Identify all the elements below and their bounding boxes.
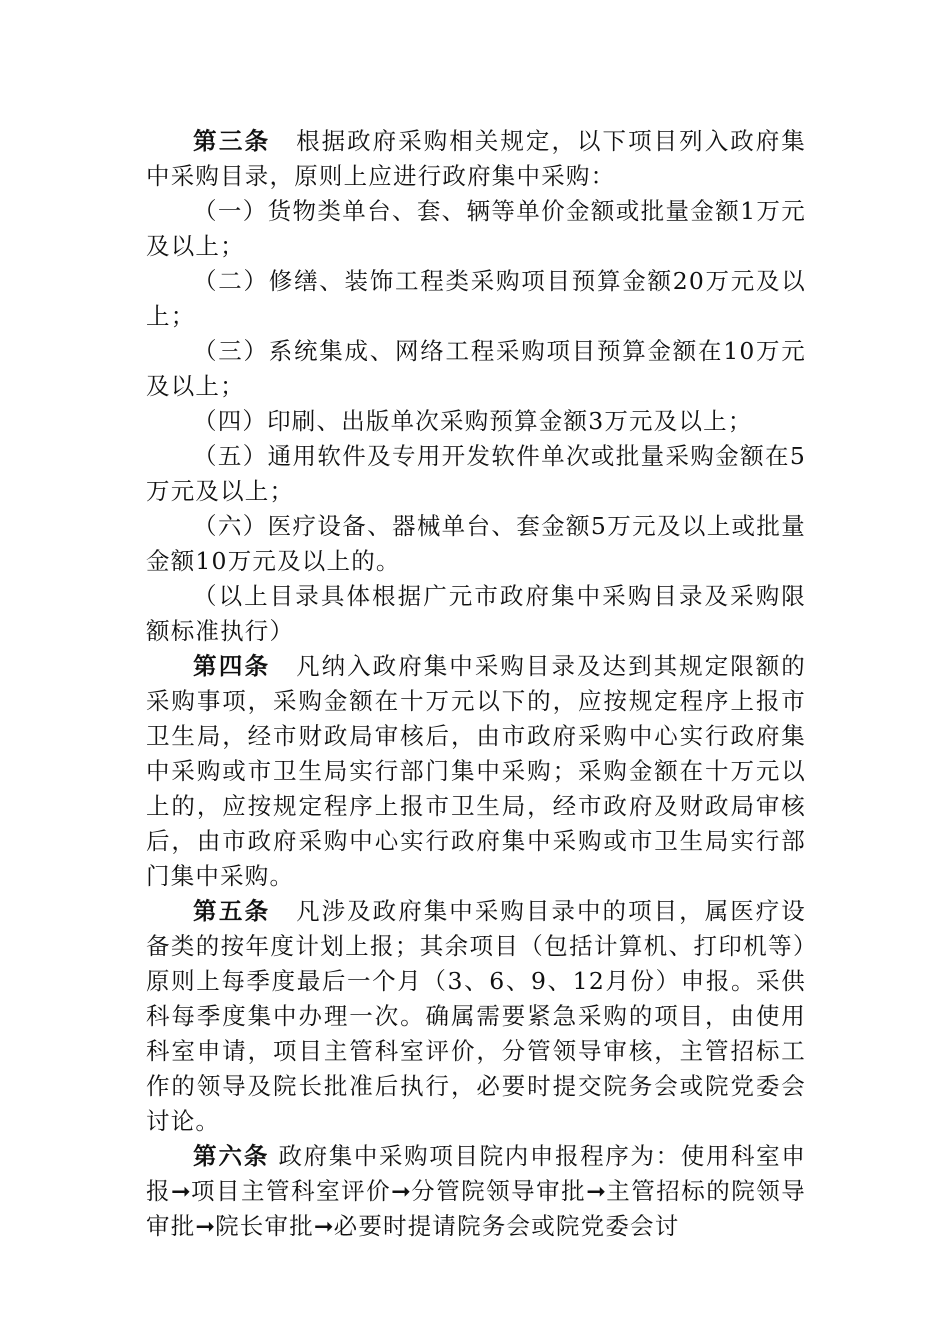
right-arrow-icon: ➞ xyxy=(391,1177,411,1205)
procedure-step: 项目主管科室评价 xyxy=(190,1177,392,1205)
article-6-heading: 第六条 xyxy=(193,1142,270,1170)
article-5-text: 凡涉及政府集中采购目录中的项目，属医疗设备类的按年度计划上报；其余项目（包括计算机、打印机等）原则上每季度最后一个月（3、6、9、12月份）申报。采供科每季度集中办理一次。确属需要紧急采购的项目，由使用科室申请，项目主管科室评价，分管领导审核，主管招标工作的领导及院长批准后执行，必要时提交院务会或院党委会讨论。 xyxy=(146,897,807,1135)
article-4-text: 凡纳入政府集中采购目录及达到其规定限额的采购事项，采购金额在十万元以下的，应按规定程序上报市卫生局，经市财政局审核后，由市政府采购中心实行政府集中采购或市卫生局实行部门集中采购；采购金额在十万元以上的，应按规定程序上报市卫生局，经市政府及财政局审核后，由市政府采购中心实行政府集中采购或市卫生局实行部门集中采购。 xyxy=(146,652,807,890)
article-5-paragraph xyxy=(146,894,806,1139)
article-3-item-5: （五）通用软件及专用开发软件单次或批量采购金额在5万元及以上； xyxy=(146,442,806,505)
article-4-heading: 第四条 xyxy=(193,652,271,680)
article-5-heading: 第五条 xyxy=(193,897,271,925)
right-arrow-icon: ➞ xyxy=(313,1212,334,1240)
procedure-step: 主管招标的院领导审批 xyxy=(146,1177,806,1240)
right-arrow-icon: ➞ xyxy=(195,1212,216,1240)
procedure-step: 分管院领导审批 xyxy=(410,1177,587,1205)
procedure-step: 必要时提请院务会或院党委会讨 xyxy=(333,1212,680,1240)
article-3-paragraph xyxy=(146,124,806,194)
article-3-item-3: （三）系统集成、网络工程采购项目预算金额在10万元及以上； xyxy=(146,337,806,400)
article-3-item-2: （二）修缮、装饰工程类采购项目预算金额20万元及以上； xyxy=(146,267,806,330)
right-arrow-icon: ➞ xyxy=(586,1177,606,1205)
article-3-heading: 第三条 xyxy=(193,127,271,155)
article-3-item-4: （四）印刷、出版单次采购预算金额3万元及以上； xyxy=(193,407,753,435)
article-3-item-6: （六）医疗设备、器械单台、套金额5万元及以上或批量金额10万元及以上的。 xyxy=(146,512,806,575)
article-6-paragraph xyxy=(146,1139,806,1244)
article-6-intro: 政府集中采购项目院内申报程序为： xyxy=(278,1142,681,1170)
procedure-step: 院长审批 xyxy=(215,1212,314,1240)
procedure-step: 使用科室申报 xyxy=(146,1142,807,1205)
right-arrow-icon: ➞ xyxy=(171,1177,191,1205)
article-3-text: 根据政府采购相关规定，以下项目列入政府集中采购目录，原则上应进行政府集中采购： xyxy=(146,127,807,190)
article-3-item-1: （一）货物类单台、套、辆等单价金额或批量金额1万元及以上； xyxy=(146,197,806,260)
article-3-note: （以上目录具体根据广元市政府集中采购目录及采购限额标准执行） xyxy=(146,582,806,645)
document-page xyxy=(146,124,806,1244)
article-4-paragraph xyxy=(146,649,806,894)
